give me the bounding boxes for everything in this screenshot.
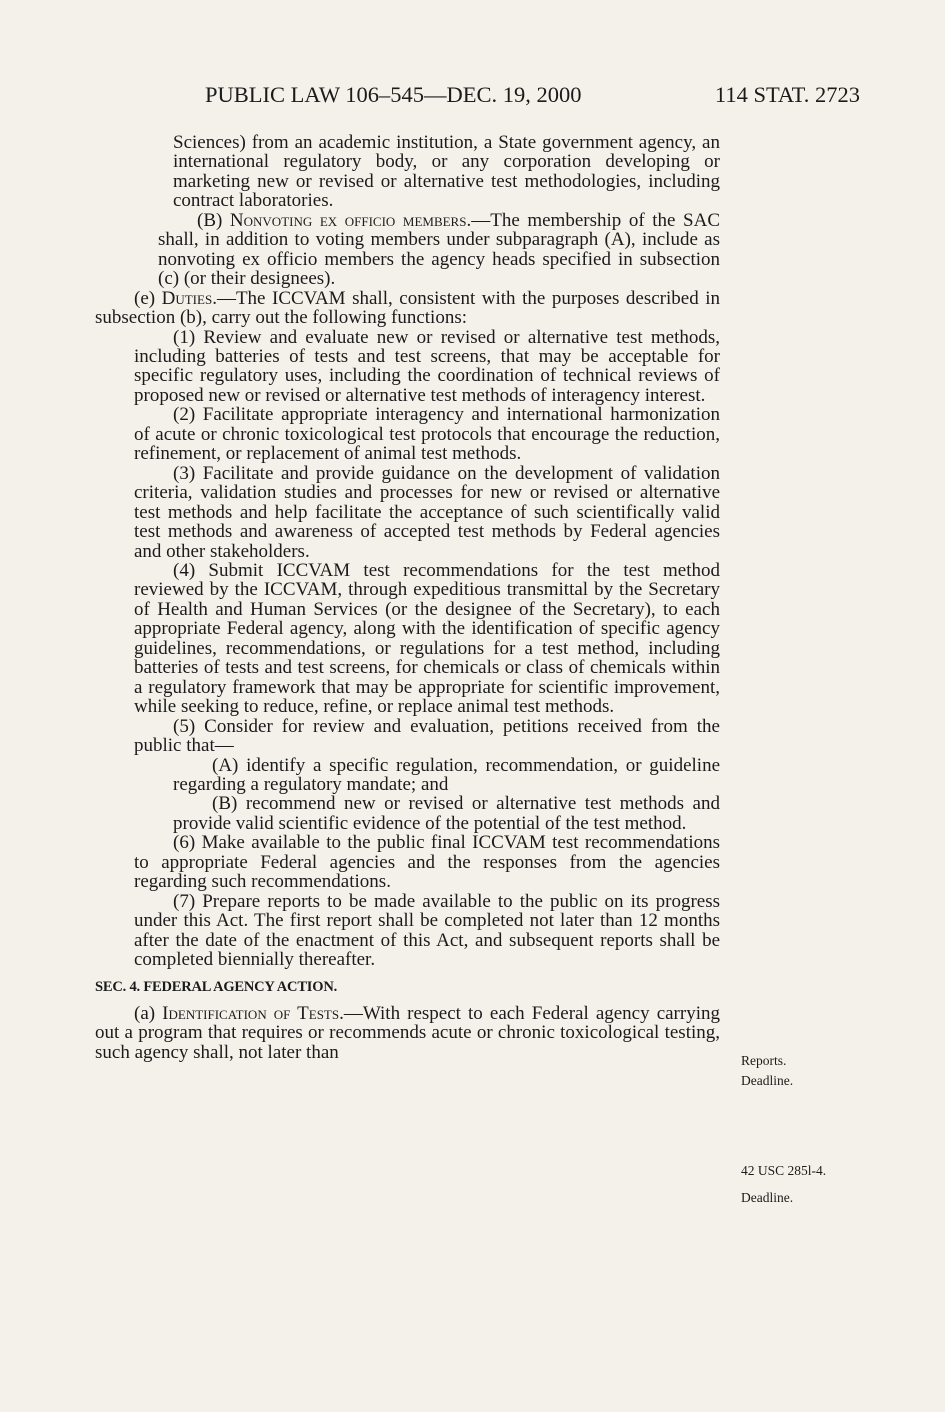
margin-note-usc-citation: 42 USC 285l-4. [741, 1163, 827, 1178]
paragraph-heading: Duties [161, 287, 213, 309]
list-item-5b: (B) recommend new or revised or alternative test methods and provide valid scientific evidence of the potential of the test method. [173, 793, 720, 834]
paragraph-heading: Nonvoting ex officio members [229, 209, 467, 231]
header-stat-page: 114 STAT. 2723 [714, 82, 860, 107]
paragraph-label: (e) [134, 287, 162, 309]
paragraph-label: (a) [134, 1002, 163, 1024]
list-item-4: (4) Submit ICCVAM test recommendations for the test method reviewed by the ICCVAM, through expeditious transmittal by the Secretary of Health and Human Services (or the designee of the Secretary), to each appropriate Federal agency, along with the identification of specific agency guidelines, recommendations, or regulations for a test method, including batteries of tests and test screens, for chemicals or class of chemicals within a regulatory framework that may be appropriate for scientific improvement, while seeking to reduce, refine, or replace animal test methods. [134, 559, 720, 718]
paragraph-heading: Identification of Tests [162, 1002, 340, 1024]
paragraph-text: .—The ICCVAM shall, consistent with the purposes described in subsection (b), carry out the following functions: [95, 287, 721, 329]
paragraph-duties [95, 289, 720, 328]
list-item-6: (6) Make available to the public final ICCVAM test recommendations to appropriate Federal agencies and the responses from the agencies regarding such recommendations. [134, 832, 720, 893]
paragraph-text: .—With respect to each Federal agency carrying out a program that requires or recommends acute or chronic toxicological testing, such agency shall, not later than [95, 1002, 720, 1063]
paragraph-text: .—The membership of the SAC shall, in addition to voting members under subparagraph (A), include as nonvoting ex officio members the agency heads specified in subsection (c) (or their designees). [158, 209, 721, 290]
paragraph-continuation: Sciences) from an academic institution, a State government agency, an international regulatory body, or any corporation developing or marketing new or revised or alternative test methodologies, including contract laboratories. [173, 132, 720, 212]
list-item-2: (2) Facilitate appropriate interagency and international harmonization of acute or chronic toxicological test protocols that encourage the reduction, refinement, or replacement of animal test methods. [134, 404, 720, 465]
list-item-3: (3) Facilitate and provide guidance on the development of validation criteria, validation studies and processes for new or revised or alternative test methods and help facilitate the acceptance of such scientifically valid test methods and awareness of accepted test methods by Federal agencies and other stakeholders. [134, 462, 720, 562]
paragraph-identification-of-tests [95, 1004, 720, 1062]
list-item-7: (7) Prepare reports to be made available to the public on its progress under this Act. The first report shall be completed not later than 12 months after the date of the enactment of this Act, and subsequent reports shall be completed biennially thereafter. [134, 890, 720, 971]
margin-note-reports: Reports. [741, 1053, 787, 1068]
margin-note-deadline: Deadline. [741, 1190, 794, 1205]
list-item-1: (1) Review and evaluate new or revised or alternative test methods, including batteries of tests and test screens, that may be acceptable for specific regulatory uses, including the coordination of technical reviews of proposed new or revised or alternative test methods of interagency interest. [134, 326, 720, 406]
margin-note-deadline: Deadline. [741, 1073, 794, 1088]
section-heading: SEC. 4. FEDERAL AGENCY ACTION. [95, 979, 338, 996]
list-item-5: (5) Consider for review and evaluation, petitions received from the public that— [134, 715, 720, 757]
paragraph-label: (B) [197, 209, 230, 231]
header-citation: PUBLIC LAW 106–545—DEC. 19, 2000 [205, 82, 582, 107]
list-item-5a: (A) identify a specific regulation, recommendation, or guideline regarding a regulatory mandate; and [173, 754, 720, 795]
paragraph-nonvoting-members [95, 211, 720, 289]
body-text [95, 133, 720, 1062]
